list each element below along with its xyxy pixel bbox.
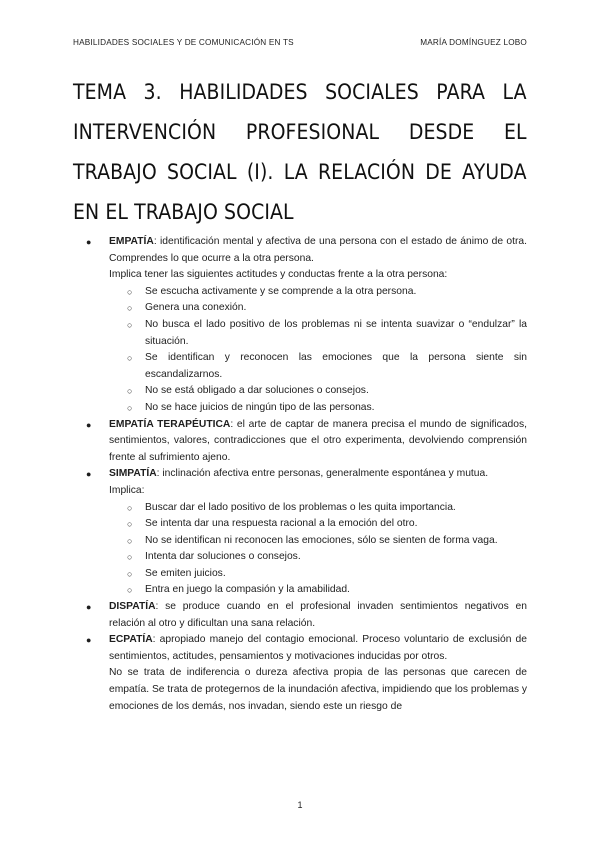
sub-item-text: Buscar dar el lado positivo de los problemas o les quita importancia. <box>145 501 456 513</box>
sub-item-text: Se escucha activamente y se comprende a la otra persona. <box>145 285 417 297</box>
sub-item <box>73 383 527 400</box>
list-item-dispatia <box>73 599 527 632</box>
bullet-icon: ● <box>86 602 92 613</box>
circle-bullet-icon: ○ <box>127 502 133 513</box>
sub-item-text: No busca el lado positivo de los problemas ni se intenta suavizar o “endulzar” la situación. <box>145 318 527 347</box>
bullet-icon: ● <box>86 635 92 646</box>
term-dispatia: DISPATÍA <box>109 601 156 613</box>
bullet-icon: ● <box>86 419 92 430</box>
list-item-ecpatia <box>73 632 527 665</box>
sub-item-text: No se hace juicios de ningún tipo de las personas. <box>145 401 375 413</box>
bullet-icon: ● <box>86 237 92 247</box>
definition-simpatia: : inclinación afectiva entre personas, generalmente espontánea y mutua. <box>156 468 489 480</box>
sub-item <box>73 500 527 517</box>
sub-item <box>73 400 527 417</box>
sub-item <box>73 582 527 599</box>
sub-item <box>73 566 527 583</box>
bullet-icon: ● <box>86 469 92 480</box>
ecpatia-extra: No se trata de indiferencia o dureza afectiva propia de las personas que carecen de empatía. Se trata de protegernos de la inundación afectiva, impidiendo que los problemas y emociones de los demás, nos invadan, siendo este un riesgo de <box>109 667 527 712</box>
circle-bullet-icon: ○ <box>127 519 133 530</box>
sub-item <box>73 549 527 566</box>
header-author: MARÍA DOMÍNGUEZ LOBO <box>420 38 527 47</box>
sub-item <box>73 533 527 550</box>
empatia-intro: Implica tener las siguientes actitudes y conductas frente a la otra persona: <box>109 269 448 281</box>
page-title: TEMA 3. HABILIDADES SOCIALES PARA LA INTERVENCIÓN PROFESIONAL DESDE EL TRABAJO SOCIAL (I). LA RELACIÓN DE AYUDA EN EL TRABAJO SOCIAL <box>73 80 527 224</box>
definition-empatia: : identificación mental y afectiva de una persona con el estado de ánimo de otra. Comprendes lo que ocurre a la otra persona. <box>109 236 527 264</box>
sub-item-text: Se intenta dar una respuesta racional a la emoción del otro. <box>145 518 418 530</box>
sub-item-text: Se emiten juicios. <box>145 567 226 579</box>
circle-bullet-icon: ○ <box>127 585 133 596</box>
circle-bullet-icon: ○ <box>127 402 133 413</box>
header-course: HABILIDADES SOCIALES Y DE COMUNICACIÓN EN TS <box>73 38 294 47</box>
sub-item <box>73 516 527 533</box>
list-item-empatia <box>73 234 527 267</box>
circle-bullet-icon: ○ <box>127 303 133 314</box>
circle-bullet-icon: ○ <box>127 568 133 579</box>
term-empatia-terapeutica: EMPATÍA TERAPÉUTICA <box>109 418 231 430</box>
list-item-empatia-terapeutica <box>73 417 527 467</box>
sub-item-text: No se está obligado a dar soluciones o consejos. <box>145 385 369 397</box>
circle-bullet-icon: ○ <box>127 552 133 563</box>
sub-item <box>73 284 527 301</box>
simpatia-intro: Implica: <box>109 484 145 496</box>
sub-item <box>73 350 527 383</box>
sub-item <box>73 317 527 350</box>
circle-bullet-icon: ○ <box>127 535 133 546</box>
term-ecpatia: ECPATÍA <box>109 634 153 646</box>
page-number: 1 <box>297 800 303 810</box>
sub-item <box>73 300 527 317</box>
running-header <box>73 38 527 47</box>
term-empatia: EMPATÍA <box>109 236 154 247</box>
sub-item-text: Se identifican y reconocen las emociones que la persona siente sin escandalizarnos. <box>145 352 527 380</box>
sub-item-text: No se identifican ni reconocen las emociones, sólo se sienten de forma vaga. <box>145 534 498 546</box>
circle-bullet-icon: ○ <box>127 286 133 297</box>
sub-item-text: Intenta dar soluciones o consejos. <box>145 551 301 563</box>
list-item-simpatia <box>73 466 527 483</box>
definition-empatia-terapeutica: : el arte de captar de manera precisa el mundo de significados, sentimientos, valores, contradicciones que el otro experimenta, devolviendo comprensión frente al sufrimiento ajeno. <box>109 418 527 463</box>
circle-bullet-icon: ○ <box>127 319 133 330</box>
definition-ecpatia: : apropiado manejo del contagio emocional. Proceso voluntario de exclusión de sentimientos, actitudes, pensamientos y motivaciones inducidas por otros. <box>109 634 527 662</box>
sub-item-text: Entra en juego la compasión y la amabilidad. <box>145 584 350 596</box>
circle-bullet-icon: ○ <box>127 353 133 364</box>
circle-bullet-icon: ○ <box>127 386 133 397</box>
document-body <box>73 234 527 715</box>
definition-dispatia: : se produce cuando en el profesional invaden sentimientos negativos en relación al otro y dificultan una sana relación. <box>109 601 527 629</box>
sub-item-text: Genera una conexión. <box>145 302 247 314</box>
term-simpatia: SIMPATÍA <box>109 468 157 480</box>
